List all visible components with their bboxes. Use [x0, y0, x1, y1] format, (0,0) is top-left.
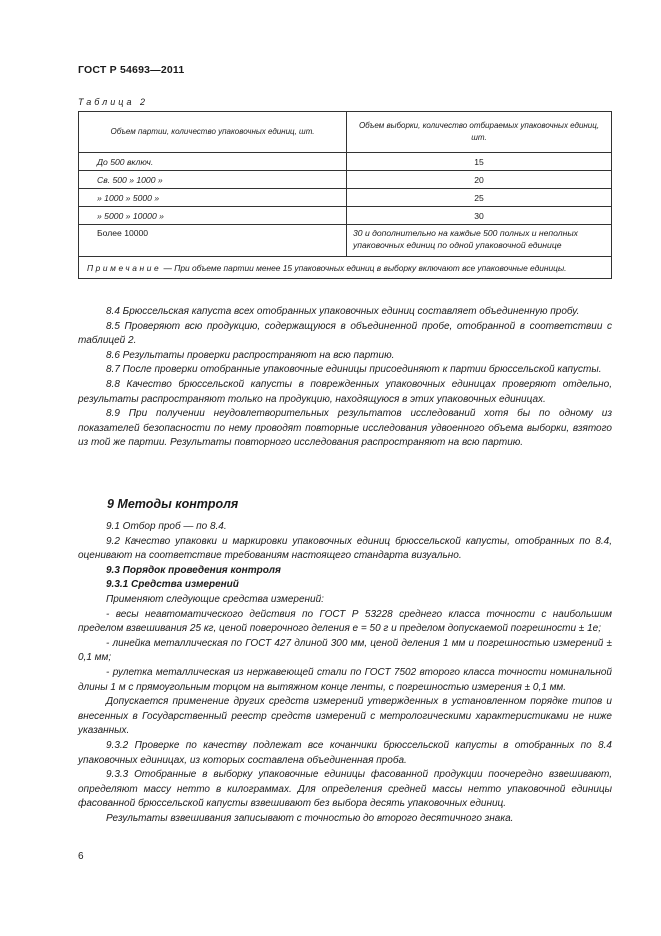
- lot-cell: » 5000 » 10000 »: [79, 207, 347, 225]
- paragraph-8-4: 8.4 Брюссельская капуста всех отобранных упаковочных единиц составляет объединенную пробу.: [106, 306, 580, 317]
- paragraph-9-1: 9.1 Отбор проб — по 8.4.: [106, 521, 227, 532]
- sample-cell: 15: [347, 153, 612, 171]
- lot-cell: До 500 включ.: [79, 153, 347, 171]
- lot-cell: Более 10000: [79, 225, 347, 257]
- instruments-intro: Применяют следующие средства измерений:: [106, 593, 324, 605]
- lot-cell: » 1000 » 5000 »: [79, 189, 347, 207]
- sample-cell: 30 и дополнительно на каждые 500 полных и неполных упаковочных единиц по одной упаковочной единице: [347, 225, 612, 257]
- sample-cell: 25: [347, 189, 612, 207]
- paragraph-9-3-1: 9.3.1 Средства измерений: [106, 579, 239, 591]
- page-number: 6: [78, 851, 84, 862]
- table-row: [79, 189, 612, 207]
- paragraph-9-2: 9.2 Качество упаковки и маркировки упаковочных единиц брюссельской капусты, отобранных по 8.4, оценивают на соответствие требованиям настоящего стандарта визуально.: [78, 535, 612, 562]
- allowed-instruments: Допускается применение других средств измерений утвержденных в установленном порядке типов и внесенных в Государственный реестр средств измерений с метрологическими характеристиками не ниже указанных.: [78, 696, 612, 737]
- table-header-row: [79, 112, 612, 153]
- instrument-tape: - рулетка металлическая из нержавеющей стали по ГОСТ 7502 второго класса точности номинальной длины 1 м с прямоугольным торцом на вытяжном конце ленты, с погрешностью измерения ± 0,1 мм.: [78, 666, 612, 693]
- paragraph-8-7: 8.7 После проверки отобранные упаковочные единицы присоединяют к партии брюссельской капусты.: [106, 364, 602, 376]
- sample-cell: 30: [347, 207, 612, 225]
- note-text: — При объеме партии менее 15 упаковочных единиц в выборку включают все упаковочные единицы.: [161, 263, 567, 273]
- lot-cell: Св. 500 » 1000 »: [79, 171, 347, 189]
- paragraph-8-5: 8.5 Проверяют всю продукцию, содержащуюся в объединенной пробе, отобранной в соответствии с таблицей 2.: [78, 320, 612, 347]
- paragraph-8-8: 8.8 Качество брюссельской капусты в поврежденных упаковочных единицах проверяют отдельно, результаты распространяют только на продукцию, находящуюся в этих упаковочных единицах.: [78, 378, 612, 405]
- table-row: [79, 171, 612, 189]
- note-label: Примечание: [87, 263, 162, 273]
- table-row: [79, 225, 612, 257]
- section-9-text: [78, 520, 612, 826]
- paragraph-8-9: 8.9 При получении неудовлетворительных результатов исследований хотя бы по одному из показателей безопасности по нему проводят повторные исследования удвоенного объема выборки, взятого из той же партии. Результаты повторного исследования распространяют на всю партию.: [78, 408, 612, 449]
- header-sample-size: Объем выборки, количество отбираемых упаковочных единиц, шт.: [347, 112, 612, 153]
- instrument-scales: - весы неавтоматического действия по ГОСТ Р 53228 среднего класса точности с наибольшим пределом взвешивания 25 кг, ценой поверочного деления е = 50 г и пределом допускаемой погрешности ± 1е;: [78, 608, 612, 635]
- section-8-text: [78, 305, 612, 451]
- document-header: ГОСТ Р 54693—2011: [78, 64, 185, 76]
- sample-cell: 20: [347, 171, 612, 189]
- paragraph-9-3-3: 9.3.3 Отобранные в выборку упаковочные единицы фасованной продукции поочередно взвешивают, определяют массу нетто в килограммах. Для определения средней массы нетто упаковочной единицы фасованной брюссельской капусты взвешивают без выбора десять упаковочных единиц.: [78, 769, 612, 810]
- weighing-results: Результаты взвешивания записывают с точностью до второго десятичного знака.: [106, 812, 514, 824]
- table-row: [79, 207, 612, 225]
- instrument-ruler: - линейка металлическая по ГОСТ 427 длиной 300 мм, ценой деления 1 мм и погрешностью измерений ± 0,1 мм;: [78, 637, 612, 664]
- header-lot-size: Объем партии, количество упаковочных единиц, шт.: [79, 112, 347, 153]
- paragraph-8-6: 8.6 Результаты проверки распространяют на всю партию.: [106, 349, 395, 361]
- table-note-row: [79, 257, 612, 279]
- sampling-table: [78, 111, 612, 279]
- section-9-title: 9 Методы контроля: [107, 497, 239, 511]
- paragraph-9-3-2: 9.3.2 Проверке по качеству подлежат все кочанчики брюссельской капусты в отобранных по 8.4 упаковочных единицах, из которых составлена объединенная проба.: [78, 739, 612, 766]
- table-caption: Таблица 2: [78, 97, 149, 107]
- table-row: [79, 153, 612, 171]
- table-note: [79, 257, 612, 279]
- paragraph-9-3: 9.3 Порядок проведения контроля: [106, 564, 281, 576]
